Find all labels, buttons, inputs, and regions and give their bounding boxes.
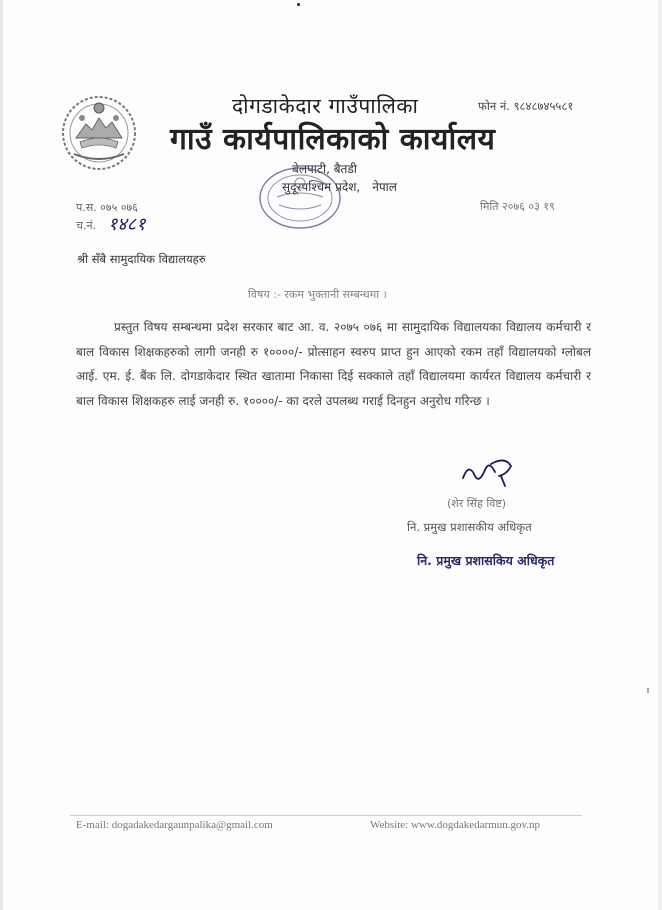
signer-designation-stamp: नि. प्रमुख प्रशासकिय अधिकृत [417,553,555,568]
phone-number: फोन नं. ९८४८७४५५८१ [478,99,574,113]
letter-date: मिति २०७६ ०३ १९ [480,200,555,213]
page-edge-right [658,0,662,910]
address-country: नेपाल [372,180,397,194]
office-name: दोगडाकेदार गाउँपालिका [232,94,419,118]
page-edge-left [0,0,3,910]
recipient: श्री सँबै सामुदायिक विद्यालयहरु [77,252,206,266]
scan-mark [647,688,649,693]
address-province: सुदूरपश्चिम प्रदेश, [282,180,361,194]
dispatch-number-value: १४८१ [108,214,146,235]
office-seal-icon [255,163,345,233]
address-line-1: बेलपाटी, बैतडी [292,162,357,176]
office-title: गाउँ कार्यपालिकाको कार्यालय [170,122,496,157]
subject-line: विषय :- रकम भुक्तानी सम्बन्धमा । [248,288,387,301]
body-paragraph: प्रस्तुत विषय सम्बन्धमा प्रदेश सरकार बाट आ. व. २०७५ ०७६ मा सामुदायिक विद्यालयका विद्यालय कर्मचारी र बाल विकास शिक्षकहरुको लागी जनही रु १००००/- प्रोत्साहन स्वरुप प्राप्त हुन आएको रकम तहाँ विद्यालयको ग्लोबल आई. एम. ई. बैंक लि. दोगडाकेदार स्थित खातामा निकासा दिई सक्काले तहाँ विद्यालयमा कार्यरत विद्यालय कर्मचारी र बाल विकास शिक्षकहरु लाई जनही रु. १००००/- का दरले उपलब्ध गराई दिनहुन अनुरोध गरिन्छ । [76,320,591,408]
handwritten-signature-icon [455,450,525,490]
punch-mark [297,3,300,6]
signer-title: नि. प्रमुख प्रशासकीय अधिकृत [407,520,532,534]
nepal-emblem-icon [60,94,138,172]
footer-email: E-mail: dogadakedargaunpalika@gmail.com [76,819,273,831]
footer-website: Website: www.dogdakedarmun.gov.np [370,819,540,831]
letter-body [76,315,591,413]
signer-name: (शेर सिंह विष्ट) [447,497,507,510]
dispatch-number-label: च.नं. [76,219,97,232]
reference-number: प.स. ०७५ ०७६ [76,201,138,214]
footer-divider [70,815,582,816]
